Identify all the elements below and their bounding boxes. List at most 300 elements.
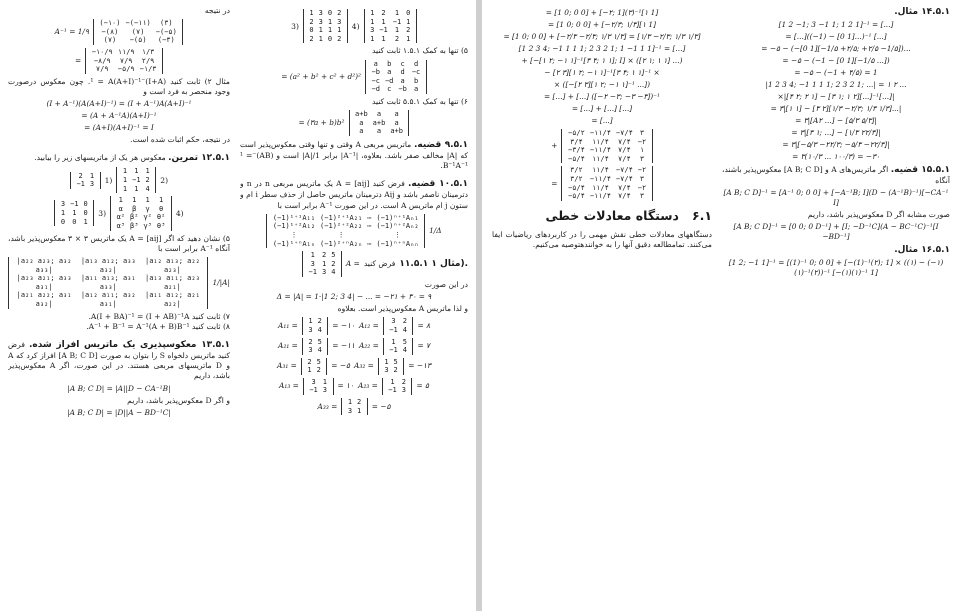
result-label: در نتیجه bbox=[204, 6, 230, 15]
example-16-eq: [1 2; −1 1]⁻¹ = [(1)⁻¹ 0; 0 0] + [−(1)⁻¹(۲); 1] × ((۱) − (−۱)(۱)⁻¹(۲))⁻¹ [−(۱)(۱)⁻¹ 1] bbox=[728, 258, 944, 278]
example-14-lines bbox=[722, 20, 950, 78]
matrix-cell: a bbox=[373, 59, 378, 68]
matrix-cell: ۱۱/۹ bbox=[117, 47, 135, 56]
example-14-title: ۱۴.۵.۱ مثال. bbox=[894, 7, 950, 17]
exercise-12-5-equation bbox=[8, 257, 230, 309]
matrix-cell: 3 bbox=[391, 317, 396, 326]
matrix bbox=[70, 172, 101, 189]
matrix-cell: 1 bbox=[384, 357, 389, 366]
theorem-13-eq-1: |A B; C D| = |A||D − CA⁻¹B| bbox=[67, 383, 171, 393]
matrix-cell: d bbox=[413, 59, 419, 68]
matrix-cell: (۳) bbox=[159, 19, 173, 28]
matrix-cell: c bbox=[387, 85, 392, 94]
matrix-cell: 1 bbox=[370, 34, 375, 43]
matrix-cell: −1 bbox=[70, 200, 79, 209]
matrix-cell: 2 bbox=[401, 377, 406, 386]
matrix-cell: |a₂₂ a₂₃; a₃₂ a₃₃| bbox=[16, 256, 72, 274]
matrix-cell: ۳ bbox=[639, 174, 645, 183]
left-page bbox=[0, 0, 476, 611]
matrix bbox=[378, 358, 404, 375]
matrix-cell: −۳/۴ bbox=[567, 146, 585, 155]
matrix-cell: |a₂₁ a₂₂; a₃₁ a₃₂| bbox=[16, 291, 72, 308]
matrix-cell: −1 bbox=[389, 325, 398, 334]
proof-line: = (A + A⁻¹A)(A+I)⁻¹ bbox=[81, 111, 157, 121]
matrix-cell: −1 bbox=[76, 180, 85, 189]
matrix-cell: 3 bbox=[89, 180, 95, 189]
example-11-title: ۱۱.۵.۱ مثال ۱). bbox=[399, 259, 468, 270]
matrix-cell: −1 bbox=[389, 346, 398, 355]
matrix-cell: −۵/۲ bbox=[567, 129, 585, 137]
matrix-cell: 4 bbox=[402, 346, 407, 355]
matrix bbox=[85, 48, 163, 74]
matrix-cell: ۷/۴ bbox=[618, 146, 631, 155]
matrix-cell: |a₂₃ a₂₁; a₃₃ a₃₁| bbox=[16, 274, 72, 291]
matrix-cell: 2 bbox=[381, 9, 386, 17]
matrix-cell: a bbox=[376, 127, 382, 136]
matrix-cell: 3 bbox=[310, 259, 315, 268]
inverse-equation-2: = −۱۰/۹ ۱۱/۹ ۱/۳ −۸/۹ ۷/۹ ۲/۹ ۷/۹ −۵/۹ −۱/۳ bbox=[8, 48, 230, 74]
cofactor-row bbox=[240, 398, 468, 415]
matrix-cell: ۱/۳ bbox=[141, 47, 155, 56]
matrix-cell: −۱۱/۴ bbox=[589, 129, 611, 137]
matrix-cell: −۱۰/۹ bbox=[91, 47, 113, 56]
matrix bbox=[341, 398, 367, 415]
matrix-cell: 1 bbox=[72, 209, 77, 218]
matrix-cell: 1 bbox=[406, 17, 411, 26]
matrix-cell: −1 bbox=[379, 26, 388, 35]
matrix-cell: θ³ bbox=[156, 221, 166, 230]
exercise-12-8: ۸) ثابت کنید A⁻¹ + B⁻¹ = A⁻¹(A + B)B⁻¹. bbox=[86, 321, 230, 331]
matrices-top-row bbox=[240, 9, 468, 43]
matrix bbox=[383, 338, 414, 355]
matrix-cell: 3 bbox=[337, 17, 342, 26]
exercise-5-equation bbox=[240, 60, 468, 94]
middle-line: = [...] bbox=[591, 116, 613, 125]
cofactor-value: = ۵ bbox=[416, 381, 429, 391]
matrix-cell: −۷/۴ bbox=[615, 166, 633, 175]
matrix-cell: ⋯ bbox=[367, 222, 372, 231]
matrix-cell: 4 bbox=[402, 325, 407, 334]
cofactor-lhs: A₁₃ = bbox=[279, 381, 299, 391]
matrix-cell: a bbox=[359, 127, 364, 136]
matrix-cell: 3 bbox=[318, 9, 323, 17]
determinant-line: = ۳(۱۰/۳ ... ۱۰۰/۳) = −۳۰ bbox=[792, 152, 880, 161]
matrix-cell: a bbox=[394, 110, 399, 119]
matrix-cell: 4 bbox=[145, 184, 150, 193]
matrix-cell: ۷/۴ bbox=[618, 154, 631, 163]
matrix-cell: 1 bbox=[308, 317, 313, 326]
matrix-cell: −۱/۳ bbox=[139, 65, 157, 74]
matrix bbox=[365, 60, 427, 94]
right-page-right-column bbox=[722, 6, 950, 280]
matrix-cell: 0 bbox=[327, 9, 333, 17]
example-14-line: = −۵ − (−[0 1][−1/۵ +۲/۵; +۲/۵ −1/۵])... bbox=[761, 44, 911, 53]
top-line: = [1 0; 0 0] + [−۲; 1](۳)⁻¹[۱ 1] bbox=[545, 8, 659, 17]
left-page-left-column bbox=[8, 6, 230, 420]
theorem-9 bbox=[240, 139, 468, 171]
matrix-cell: 2 bbox=[316, 366, 321, 375]
matrix-cell: ۳/۲ bbox=[570, 166, 583, 175]
matrix-cell: β³ bbox=[130, 221, 139, 230]
matrix-cell: 1 bbox=[118, 196, 123, 205]
matrix bbox=[8, 257, 208, 309]
middle-line: + [−[۱ ۲; −۱ ۱]⁻¹[۳ ۴; ۱ ۱]; I] × ([۲ ۱; ۱ ۱] ...) bbox=[521, 56, 683, 65]
matrix bbox=[383, 317, 414, 334]
matrix-cell: 0 bbox=[406, 9, 411, 17]
matrix-cell: 5 bbox=[393, 357, 398, 366]
matrix-cell: −۲ bbox=[637, 183, 647, 192]
matrix-cell: 1 bbox=[390, 377, 395, 386]
matrix-cell: 5 bbox=[316, 357, 321, 366]
matrix-cell: 5 bbox=[331, 251, 336, 260]
matrix-cell: a+b bbox=[390, 127, 403, 136]
middle-line: × ([−[۲ ۳][۱ ۲; −۱ ۱]⁻¹ ...]) bbox=[554, 80, 650, 89]
matrix-cell: ۳ bbox=[639, 192, 645, 201]
exercise-12-7: ۷) ثابت کنید A(I + BA)⁻¹ = (I + AB)⁻¹A. bbox=[88, 311, 230, 321]
matrix-cell: 1 bbox=[60, 209, 66, 218]
matrix-cell: −۱۱/۴ bbox=[589, 146, 611, 155]
adjugate-equation bbox=[240, 214, 468, 248]
matrix-cell: −b bbox=[371, 68, 380, 77]
section-text: دستگاههای معادلات خطی نقش مهمی را در کاربردهای ریاضیات ایفا می‌کنند. تمامطالعه دقیق آنها را به خوانندهتوصیه می‌کنیم. bbox=[492, 229, 712, 249]
matrix-cell: β bbox=[132, 204, 137, 213]
matrix-cell: (−1)¹⁺¹A₁₁ bbox=[272, 213, 316, 222]
matrix-cell: 1 bbox=[134, 167, 139, 176]
inverse-equation-1 bbox=[8, 19, 230, 45]
matrix-cell: −۵/۴ bbox=[567, 154, 585, 163]
section-number: ۶.۱ bbox=[691, 207, 712, 223]
matrix-cell: −۲ bbox=[637, 166, 647, 175]
matrix-cell: |a₁₃ a₁₁; a₂₃ a₂₁| bbox=[145, 274, 200, 291]
exercise-12-5: ۵) نشان دهید که اگر A = [aij] یک ماتریس ۳ × ۳ معکوس‌پذیر باشد، آنگاه A⁻¹ برابر است با bbox=[8, 233, 230, 253]
matrix-cell: 1 bbox=[318, 26, 323, 35]
matrix-cell: ۷/۹ bbox=[95, 65, 109, 74]
matrix-cell: 0 bbox=[83, 209, 88, 218]
matrix-cell: 1 bbox=[394, 9, 400, 17]
middle-line: [1 2 3 4; −1 1 1 1; 2 3 2 1; 1 −1 1 1]⁻¹ = [...] bbox=[518, 44, 686, 53]
matrix-cell: ⋮ bbox=[394, 230, 401, 239]
matrix-cell: 2 bbox=[309, 34, 314, 43]
matrix-cell: −(۸) bbox=[101, 27, 119, 36]
matrix-cell: 1 bbox=[122, 175, 128, 184]
matrix-cell: 1 bbox=[158, 196, 164, 205]
matrix-cell: (−۱۰) bbox=[99, 19, 121, 28]
theorem-10-title: ۱۰.۵.۱ قضیه. bbox=[408, 179, 468, 190]
matrix-cell: ۱۱/۴ bbox=[591, 183, 609, 192]
matrix-cell: −۱۱/۴ bbox=[589, 174, 611, 183]
matrix-cell: ۱۱/۴ bbox=[591, 166, 609, 175]
theorem-9-text: ماتریس مربعی A وقتی و تنها وقتی معکوس‌پذیر است که |A| مخالف صفر باشد. بعلاوه، |A⁻¹| برابر 1/|A| است و (AB)⁻¹ = B⁻¹A⁻¹. bbox=[240, 139, 468, 171]
matrix-cell: 1 bbox=[122, 184, 128, 193]
matrix-cell: 1 bbox=[318, 34, 323, 43]
matrix-cell: (−۳) bbox=[157, 36, 175, 45]
matrix-cell: 2 bbox=[402, 317, 407, 326]
middle-lines bbox=[492, 44, 712, 126]
matrix-cell: 1 bbox=[391, 337, 396, 346]
matrix-cell: 1 bbox=[381, 34, 386, 43]
matrix bbox=[382, 378, 413, 395]
matrix-cell: −۱۱/۴ bbox=[589, 192, 611, 201]
theorem-15-mid: صورت مشابه اگر D معکوس‌پذیر باشد، داریم bbox=[807, 210, 950, 220]
matrix-cell: ⋮ bbox=[290, 230, 298, 239]
matrix bbox=[364, 9, 417, 43]
matrix-cell: 5 bbox=[402, 337, 407, 346]
cofactor-lhs: A₂₃ = bbox=[357, 381, 378, 391]
exercise-item-label: 4) bbox=[175, 208, 184, 218]
matrix-cell: (−1)¹⁺²A₁₂ bbox=[272, 222, 316, 231]
left-page-right-column bbox=[240, 6, 468, 418]
matrix bbox=[303, 9, 348, 43]
matrix-cell: 3 bbox=[308, 346, 313, 355]
matrix-cell: −c bbox=[371, 76, 380, 85]
cofactor-lhs: A₁₁ = bbox=[278, 320, 298, 330]
determinant-line: = ۳|[A۲ ...] − [۵/۳ ۵/۳]| bbox=[795, 116, 877, 125]
matrix-cell: (−1)ⁿ⁺¹Aₙ₁ bbox=[376, 213, 419, 222]
matrix-cell: 3 bbox=[384, 366, 389, 375]
matrix-cell: 3 bbox=[322, 386, 327, 395]
matrix-cell: 1 bbox=[327, 26, 333, 35]
matrix-cell: −۵/۹ bbox=[117, 65, 135, 74]
example-11-after: در این صورت bbox=[424, 279, 468, 289]
matrix-cell: 2 bbox=[321, 251, 327, 260]
example-2-text: مثال ۲) ثابت کنید (I+A)⁻¹ = A(A+I)⁻¹. چون معکوس درصورت وجود منحصر به فرد است و bbox=[8, 76, 230, 96]
matrix-cell: θ bbox=[158, 204, 164, 213]
matrix-cell: −۷/۴ bbox=[615, 174, 633, 183]
matrix-cell: b bbox=[413, 76, 419, 85]
matrix-cell: |a₁₁ a₁₂; a₂₁ a₂₂| bbox=[145, 291, 200, 308]
matrix-cell: ۷/۴ bbox=[618, 192, 631, 201]
matrix-cell: (−1)²⁺ⁿA₂ₙ bbox=[320, 239, 363, 248]
matrix-cell: −(−۵) bbox=[155, 27, 177, 36]
matrix-cell: ⋯ bbox=[367, 239, 372, 248]
matrix-cell: −۵/۴ bbox=[567, 183, 585, 192]
section-heading bbox=[492, 207, 712, 224]
matrix-cell: ⋯ bbox=[367, 213, 372, 222]
matrix-cell: |a₁₃ a₁₂; a₃₃ a₃₂| bbox=[80, 256, 136, 274]
matrix-cell: 2 bbox=[393, 366, 398, 375]
matrix-cell: 2 bbox=[357, 398, 362, 407]
equation-rhs: = (a² + b² + c² + d²)² bbox=[281, 71, 362, 81]
matrix-cell: 2 bbox=[78, 171, 83, 180]
matrix-cell: γ³ bbox=[143, 221, 152, 230]
exercise-12 bbox=[8, 152, 230, 164]
matrix-cell: 0 bbox=[60, 217, 66, 226]
matrix-cell: (۷) bbox=[103, 36, 117, 45]
cofactor-value: = −۱۱ bbox=[332, 341, 355, 351]
matrix-cell: 3 bbox=[60, 200, 66, 209]
example-14-line: = −۵ − (−1 − [0 1][−1/۵ ...]) bbox=[782, 56, 890, 65]
cofactor-list bbox=[240, 317, 468, 415]
determinant-line: = ۳|[۱ ۱] − [۳ ۲][۱/۳ −۲/۳; ۱/۳ ۱/۳]...| bbox=[770, 104, 902, 113]
matrix-cell: a bbox=[400, 76, 405, 85]
equation-rhs: = (۳a + b)b² bbox=[298, 118, 345, 128]
matrix-cell: 0 bbox=[72, 217, 77, 226]
inverse-lhs: A⁻¹ = 1/۹ bbox=[54, 27, 89, 37]
cofactor-value: = −۵ bbox=[331, 361, 351, 371]
matrix-cell: 1 bbox=[381, 17, 386, 26]
matrix-cell: 1 bbox=[309, 9, 314, 17]
matrix-cell: 1 bbox=[307, 366, 312, 375]
cofactor-lhs: A₁₂ = bbox=[358, 320, 379, 330]
matrix-cell: ۳/۴ bbox=[570, 137, 583, 146]
delta-equation: Δ = |A| = 1·|1 2; 3 4| − ... = −۲۱ + ۳۰ = ۹ bbox=[276, 292, 432, 302]
matrix-cell: 1 bbox=[145, 167, 150, 176]
example-16-title: ۱۶.۵.۱ مثال. bbox=[894, 245, 950, 256]
matrix-cell: 1 bbox=[337, 26, 342, 35]
middle-line: = [...] + [...] ([−۲ −۳; −۳ −۳])⁻¹ bbox=[544, 92, 660, 101]
matrix-cell: (−1)ⁿ⁺ⁿAₙₙ bbox=[376, 239, 419, 248]
matrix-cell: −d bbox=[384, 76, 394, 85]
matrix-cell: (−1)²⁺²A₂₂ bbox=[320, 222, 363, 231]
matrix-cell: |a₁₂ a₁₃; a₂₂ a₂₃| bbox=[145, 256, 200, 274]
proof-line: (I + A⁻¹)(A(A+I)⁻¹) = (I + A⁻¹)A(A+I)⁻¹ bbox=[46, 99, 192, 109]
matrix bbox=[302, 251, 342, 277]
matrix-cell: ۳/۲ bbox=[570, 174, 583, 183]
matrix-cell: 1 bbox=[406, 34, 411, 43]
matrix-cell: (−1)¹⁺ⁿA₁ₙ bbox=[272, 239, 316, 248]
matrix-cell: 1 bbox=[357, 406, 362, 415]
top-line: = [1 0; 0 0] + [−۲/۳; ۱/۳][۱ 1] bbox=[548, 20, 656, 29]
matrix-cell: 3 bbox=[311, 377, 316, 386]
matrix-cell: 2 bbox=[317, 317, 322, 326]
cofactor-value: = ۱۰ bbox=[337, 381, 354, 391]
matrix-cell: 1 bbox=[134, 184, 139, 193]
cofactor-value: = −۵ bbox=[371, 401, 391, 411]
matrix-cell: (−1)²⁺¹A₂₁ bbox=[320, 213, 363, 222]
matrix-cell: −c bbox=[411, 68, 421, 77]
matrix-cell: 1 bbox=[322, 377, 327, 386]
matrix-cell: α bbox=[118, 204, 123, 213]
matrix-cell: d bbox=[400, 68, 405, 77]
matrix-cell bbox=[365, 231, 374, 240]
exercise-item-label: 1) bbox=[104, 175, 113, 185]
matrix-cell: 2 bbox=[394, 34, 400, 43]
matrix-cell: |a₁₁ a₁₃; a₃₁ a₃₃| bbox=[80, 274, 136, 291]
theorem-13-eq-2: |A B; C D| = |D||A − BD⁻¹C| bbox=[67, 407, 171, 417]
matrix bbox=[302, 338, 328, 355]
theorem-15-text: اگر ماتریس‌های A و [A B; C D] معکوس‌پذیر باشند، آنگاه bbox=[722, 165, 950, 185]
cofactor-value: = ۸ bbox=[417, 320, 430, 330]
final-matrix-row-2: = ۳/۲ ۱۱/۴ −۷/۴ −۲ ۳/۲ −۱۱/۴ −۷/۴ ۳ −۵/۴ ۱۱/۴ ۷/۴ −۲ −۵/۴ −۱۱/۴ ۷/۴ ۳ bbox=[492, 166, 712, 200]
matrix-cell: 3 bbox=[347, 406, 353, 415]
matrix-cell: β² bbox=[130, 213, 139, 222]
matrix-cell: 4 bbox=[317, 346, 322, 355]
cofactor-row bbox=[240, 338, 468, 355]
matrix-cell: (−1)ⁿ⁺²Aₙ₂ bbox=[376, 222, 419, 231]
proof-line: = (A+I)(A+I)⁻¹ = I bbox=[84, 123, 154, 133]
matrix-cell: ⋮ bbox=[337, 230, 345, 239]
exercise-6-text: ۶) تنها به کمک ۵.۵.۱ ثابت کنید bbox=[371, 96, 468, 106]
exercise-5-text: ۵) تنها به کمک ۱.۵.۱ ثابت کنید bbox=[371, 46, 468, 56]
matrix-cell: −(۵) bbox=[129, 36, 147, 45]
determinant-line: |1 2 3 4; −1 1 1 1; 2 3 2 1; ...| = ۱ ۲ ... bbox=[765, 80, 907, 89]
matrix-cell: α³ bbox=[116, 221, 125, 230]
theorem-13-text: فرض کنید ماتریس دلخواه S را بتوان به صورت [A B; C D] افراز کرد که A و D ماتریسهای مربعی هستند. در این صورت، اگر A معکوس‌پذیر باشد، داریم bbox=[8, 339, 230, 381]
matrix bbox=[303, 378, 334, 395]
matrix-cell: 1 bbox=[89, 171, 95, 180]
example-11-text: فرض کنید bbox=[363, 258, 396, 268]
cofactor-value: = ۷ bbox=[417, 341, 430, 351]
final-matrix-row-1: + −۵/۲ −۱۱/۴ −۷/۴ ۳ ۳/۴ ۱۱/۴ ۷/۴ −۲ −۳/۴ −۱۱/۴ ۷/۴ ۱ −۵/۴ ۱۱/۴ ۷/۴ ۳ bbox=[492, 129, 712, 163]
exercise-12-row bbox=[8, 167, 230, 193]
cofactor-value: = −۱۳ bbox=[408, 361, 431, 371]
adjugate-prefix: 1/Δ bbox=[429, 225, 442, 235]
matrix-cell: 0 bbox=[309, 26, 314, 35]
matrix-cell: ۱۱/۴ bbox=[591, 137, 609, 146]
matrix bbox=[302, 317, 328, 334]
right-page bbox=[482, 0, 958, 611]
matrix-label: 3) bbox=[291, 21, 299, 31]
matrix-cell: a bbox=[394, 118, 399, 127]
matrix-cell: −۷/۴ bbox=[615, 129, 633, 137]
matrix-cell: γ² bbox=[143, 213, 152, 222]
matrix bbox=[561, 129, 652, 163]
matrix-cell: −(−۱۱) bbox=[125, 19, 151, 28]
matrix-cell: 3 bbox=[401, 386, 406, 395]
matrix-cell: γ bbox=[145, 204, 150, 213]
cofactor-value: = −۱۰ bbox=[332, 320, 355, 330]
section-title: دستگاه معادلات خطی bbox=[545, 207, 679, 223]
proof-end: در نتیجه، حکم اثبات شده است. bbox=[130, 135, 230, 145]
matrix-cell: 1 bbox=[370, 9, 375, 17]
matrix-cell: |a₁₂ a₁₁; a₃₂ a₃₁| bbox=[80, 291, 136, 308]
middle-line: − [۲ ۳][۱ ۲; −۱ ۱]⁻¹[۳ ۴; ۱ ۱]⁻¹ × bbox=[544, 68, 660, 77]
exercise-12-title: ۱۲.۵.۱ تمرین. bbox=[168, 153, 230, 164]
matrix-cell: a bbox=[359, 118, 364, 127]
matrix-label: 4) bbox=[351, 21, 360, 31]
determinant-line: ×|[۴ ۲; ۲ ۱] − [۳ ۱; ۱ ۲][...]⁻¹[...]| bbox=[777, 92, 895, 101]
matrix-cell: 2 bbox=[308, 337, 313, 346]
matrix-cell: 2 bbox=[145, 175, 150, 184]
theorem-13-mid: و اگر D معکوس‌پذیر باشد، داریم bbox=[127, 395, 230, 405]
theorem-15 bbox=[722, 164, 950, 186]
matrix-cell: ۲/۹ bbox=[141, 56, 155, 65]
matrix-cell: ۱۱/۴ bbox=[591, 154, 609, 163]
exercise-12-items bbox=[8, 167, 230, 230]
right-page-left-column bbox=[492, 6, 712, 250]
matrix-cell: −b bbox=[398, 85, 407, 94]
matrix-cell: −1 bbox=[132, 175, 141, 184]
matrix bbox=[561, 166, 652, 200]
matrix-cell: 1 bbox=[83, 217, 88, 226]
matrix-cell: 2 bbox=[309, 17, 314, 26]
matrix-cell: 1 bbox=[145, 196, 150, 205]
matrix-cell: 1 bbox=[347, 398, 353, 407]
theorem-9-title: ۹.۵.۱ قضیه. bbox=[413, 139, 468, 150]
matrix-cell: 3 bbox=[321, 268, 327, 277]
cofactor-lhs: A₃₂ = bbox=[354, 361, 374, 371]
cofactor-lhs: A₃₃ = bbox=[317, 401, 338, 411]
matrix-cell: ۳ bbox=[639, 129, 645, 137]
matrix-cell: 2 bbox=[331, 259, 336, 268]
example-14-line: = −۵ − (−1 + ۴/۵) = 1 bbox=[794, 68, 878, 77]
matrix-cell: ۷/۴ bbox=[618, 183, 631, 192]
matrix-cell: 0 bbox=[327, 34, 333, 43]
matrix-cell: ۷/۴ bbox=[618, 137, 631, 146]
matrix-cell: −1 bbox=[388, 386, 397, 395]
cofactor-lhs: A₂₁ = bbox=[278, 341, 298, 351]
proof-lines bbox=[8, 99, 230, 133]
matrix-cell: 3 bbox=[308, 325, 313, 334]
matrix-cell: a+b bbox=[372, 118, 386, 127]
example-11-row: 1 2 5 3 1 2 −1 3 4 A = فرض کنید ۱۱.۵.۱ مثال ۱). bbox=[240, 251, 468, 277]
example-14-line: [1 2 −1; 3 −1 1; 1 2 1]⁻¹ = [...] bbox=[778, 20, 894, 29]
matrix-cell: 2 bbox=[406, 26, 411, 35]
matrix-cell: 1 bbox=[327, 17, 333, 26]
exercise-item-label: 2) bbox=[160, 175, 169, 185]
top-line: = [1 0; 0 0] + [−۲/۳ −۲/۳; ۱/۳ ۱/۳] = [۱/۳ −۲/۳; ۱/۳ ۱/۳] bbox=[503, 32, 701, 41]
matrix-cell: 3 bbox=[318, 17, 323, 26]
